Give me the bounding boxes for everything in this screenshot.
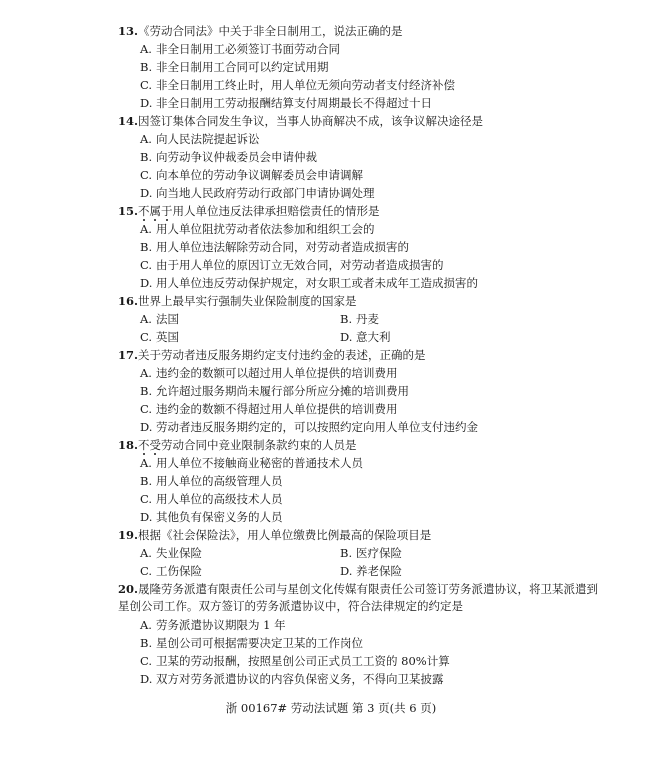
question-14-option-a: A. 向人民法院提起诉讼 <box>140 132 260 146</box>
page-footer: 浙 00167# 劳动法试题 第 3 页(共 6 页) <box>225 701 437 715</box>
question-19-option-c: C. 工伤保险 <box>140 564 202 578</box>
question-15-option-c: C. 由于用人单位的原因订立无效合同，对劳动者造成损害的 <box>140 258 444 272</box>
question-19-option-a: A. 失业保险 <box>140 546 202 560</box>
emphasis-char: 于 <box>161 204 173 218</box>
emphasis-char: 属 <box>149 204 162 218</box>
question-20-option-c: C. 卫某的劳动报酬，按照星创公司正式员工工资的 80%计算 <box>140 654 450 668</box>
question-15-stem: 15.不属于用人单位违反法律承担赔偿责任的情形是 <box>118 204 380 218</box>
question-19-option-b: B. 医疗保险 <box>340 546 402 560</box>
question-19-option-d: D. 养老保险 <box>340 564 402 578</box>
question-16-option-d: D. 意大利 <box>340 330 391 344</box>
question-17-option-a: A. 违约金的数额可以超过用人单位提供的培训费用 <box>140 366 398 380</box>
emphasis-char: 不 <box>138 438 150 452</box>
question-14-option-b: B. 向劳动争议仲裁委员会申请仲裁 <box>140 150 317 164</box>
question-13-option-c: C. 非全日制用工终止时，用人单位无须向劳动者支付经济补偿 <box>140 78 455 92</box>
question-13-option-a: A. 非全日制用工必须签订书面劳动合同 <box>140 42 340 56</box>
question-13-stem: 13.《劳动合同法》中关于非全日制用工，说法正确的是 <box>118 24 403 38</box>
question-14-option-d: D. 向当地人民政府劳动行政部门申请协调处理 <box>140 186 375 200</box>
question-16-option-b: B. 丹麦 <box>340 312 379 326</box>
question-18-option-a: A. 用人单位不接触商业秘密的普通技术人员 <box>140 456 363 470</box>
question-14-option-c: C. 向本单位的劳动争议调解委员会申请调解 <box>140 168 363 182</box>
emphasis-char: 受 <box>149 438 162 452</box>
question-18-stem: 18.不受劳动合同中竞业限制条款约束的人员是 <box>118 438 357 452</box>
question-20-option-b: B. 星创公司可根据需要决定卫某的工作岗位 <box>140 636 363 650</box>
question-13-option-b: B. 非全日制用工合同可以约定试用期 <box>140 60 329 74</box>
emphasis-text <box>138 204 173 218</box>
question-14-stem: 14.因签订集体合同发生争议，当事人协商解决不成，该争议解决途径是 <box>118 114 484 128</box>
question-15-option-a: A. 用人单位阻扰劳动者依法参加和组织工会的 <box>140 222 375 236</box>
question-17-stem: 17.关于劳动者违反服务期约定支付违约金的表述，正确的是 <box>118 348 426 362</box>
question-16-stem: 16.世界上最早实行强制失业保险制度的国家是 <box>118 294 357 308</box>
emphasis-text <box>138 438 161 452</box>
question-19-stem: 19.根据《社会保险法》，用人单位缴费比例最高的保险项目是 <box>118 528 432 542</box>
question-18-option-d: D. 其他负有保密义务的人员 <box>140 510 283 524</box>
question-20-option-a: A. 劳务派遣协议期限为 1 年 <box>140 618 286 632</box>
question-18-option-c: C. 用人单位的高级技术人员 <box>140 492 283 506</box>
question-17-option-b: B. 允许超过服务期尚未履行部分所应分摊的培训费用 <box>140 384 409 398</box>
question-16-option-c: C. 英国 <box>140 330 179 344</box>
question-20-stem: 20.晟隆劳务派遣有限责任公司与星创文化传媒有限责任公司签订劳务派遣协议，将卫某派遣到星创公司工作。双方签订的劳务派遣协议中，符合法律规定的约定是 <box>118 582 599 613</box>
question-17-option-c: C. 违约金的数额不得超过用人单位提供的培训费用 <box>140 402 398 416</box>
emphasis-char: 不 <box>138 204 150 218</box>
question-15-option-b: B. 用人单位违法解除劳动合同，对劳动者造成损害的 <box>140 240 409 254</box>
question-18-option-b: B. 用人单位的高级管理人员 <box>140 474 283 488</box>
question-15-option-d: D. 用人单位违反劳动保护规定，对女职工或者未成年工造成损害的 <box>140 276 478 290</box>
question-17-option-d: D. 劳动者违反服务期约定的，可以按照约定向用人单位支付违约金 <box>140 420 478 434</box>
question-20-option-d: D. 双方对劳务派遣协议的内容负保密义务，不得向卫某披露 <box>140 672 444 686</box>
question-16-option-a: A. 法国 <box>140 312 179 326</box>
question-13-option-d: D. 非全日制用工劳动报酬结算支付周期最长不得超过十日 <box>140 96 432 110</box>
